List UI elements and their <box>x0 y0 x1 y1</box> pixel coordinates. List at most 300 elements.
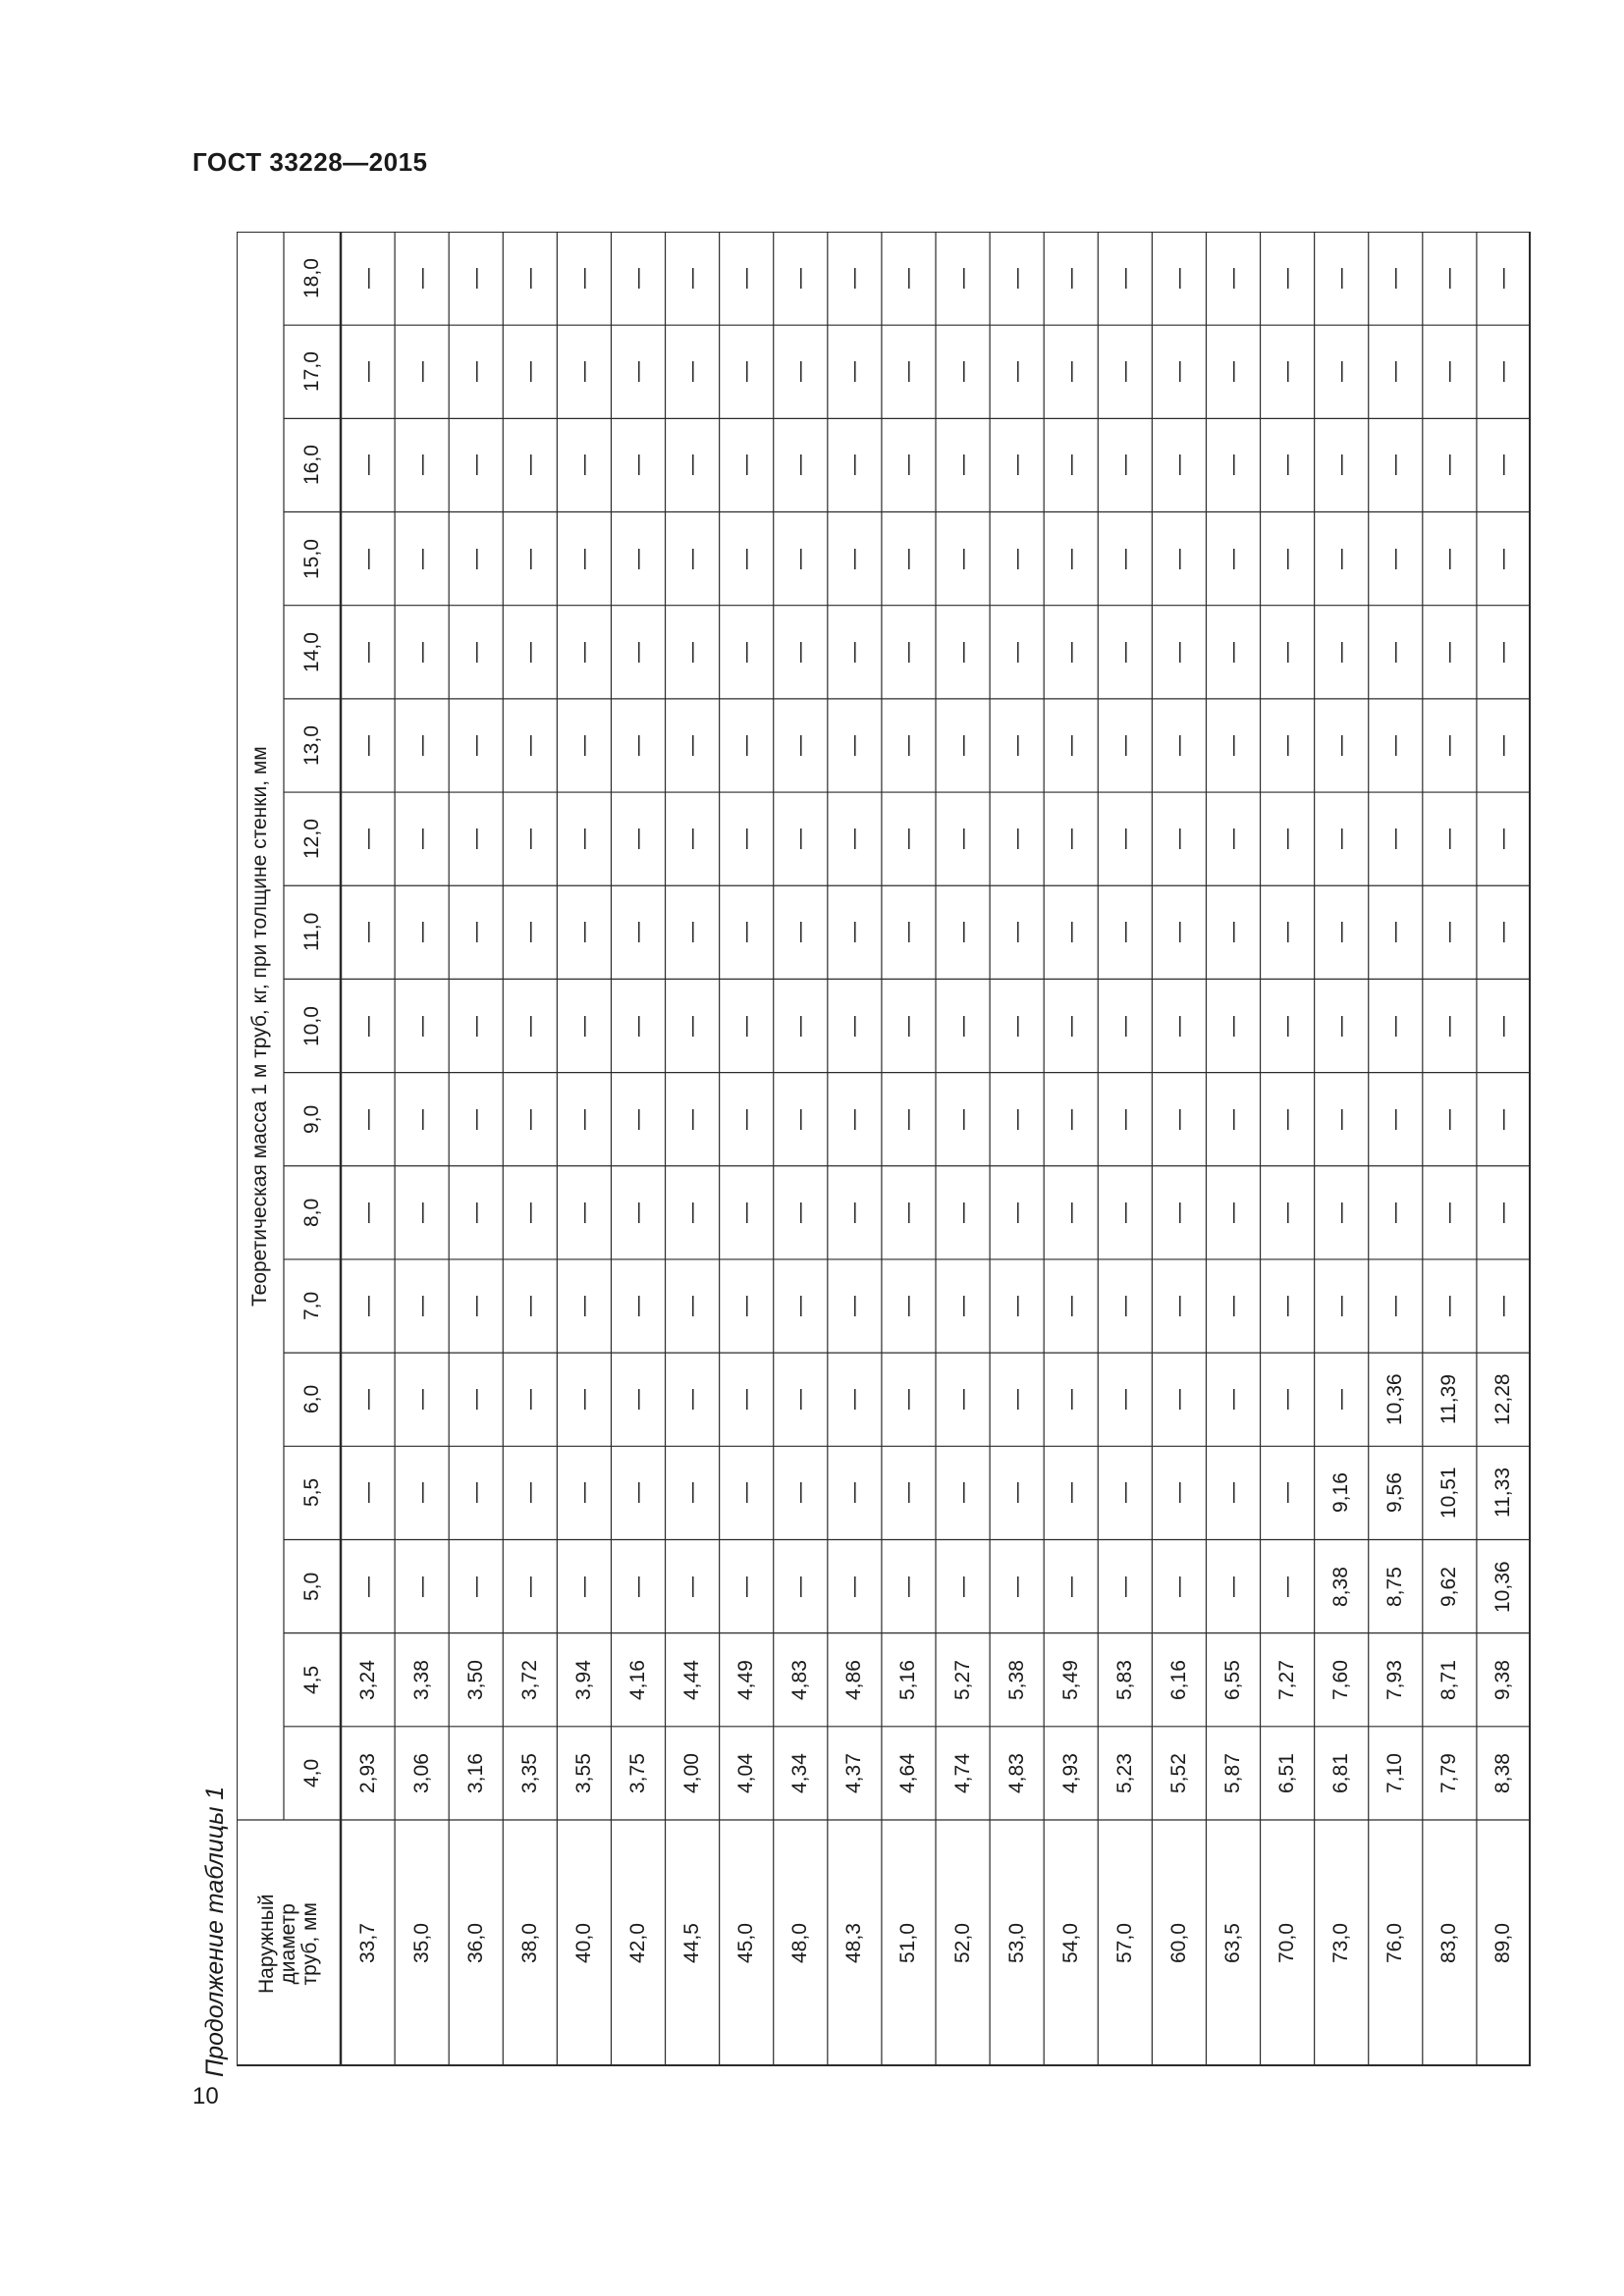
mass-cell: — <box>1383 922 1407 943</box>
mass-cell: — <box>626 1296 649 1317</box>
mass-cell: — <box>1004 922 1028 943</box>
mass-cell: — <box>896 1575 920 1597</box>
mass-cell: — <box>1112 361 1136 383</box>
mass-cell: 9,16 <box>1329 1472 1353 1514</box>
mass-cell: — <box>788 1015 812 1037</box>
diameter-cell: 89,0 <box>1491 1923 1515 1963</box>
mass-cell: — <box>571 268 595 290</box>
mass-cell: — <box>1004 361 1028 383</box>
mass-cell: — <box>734 1201 758 1223</box>
mass-cell: — <box>1437 1296 1461 1317</box>
mass-cell: 5,87 <box>1221 1753 1244 1793</box>
mass-cell: — <box>1166 1108 1190 1130</box>
mass-cell: — <box>1058 548 1082 569</box>
diameter-cell: 44,5 <box>680 1923 704 1963</box>
mass-cell: — <box>896 361 920 383</box>
mass-cell: — <box>571 1108 595 1130</box>
mass-cell: — <box>950 268 974 290</box>
mass-cell: — <box>950 1296 974 1317</box>
mass-cell: 3,16 <box>463 1753 487 1793</box>
mass-cell: — <box>788 548 812 569</box>
mass-cell: — <box>1437 641 1461 663</box>
mass-cell: — <box>626 1015 649 1037</box>
mass-cell: — <box>1275 734 1299 756</box>
mass-cell: — <box>626 268 649 290</box>
mass-cell: — <box>842 1482 866 1504</box>
mass-cell: — <box>463 922 487 943</box>
mass-cell: — <box>463 454 487 476</box>
mass-cell: 5,52 <box>1166 1753 1190 1793</box>
mass-cell: — <box>734 828 758 850</box>
diameter-cell: 83,0 <box>1437 1923 1461 1963</box>
mass-cell: 7,27 <box>1275 1659 1299 1700</box>
diameter-cell: 76,0 <box>1383 1923 1407 1963</box>
mass-cell: — <box>355 641 379 663</box>
mass-cell: — <box>1275 454 1299 476</box>
thickness-header-cell: 5,5 <box>300 1478 323 1508</box>
mass-cell: — <box>950 548 974 569</box>
mass-cell: — <box>1166 922 1190 943</box>
mass-cell: — <box>571 1201 595 1223</box>
mass-cell: — <box>896 828 920 850</box>
mass-cell: 3,75 <box>626 1753 649 1793</box>
mass-cell: — <box>1221 1389 1244 1411</box>
mass-cell: — <box>842 1015 866 1037</box>
thickness-header-cell: 5,0 <box>300 1572 323 1601</box>
mass-cell: — <box>788 1201 812 1223</box>
mass-cell: — <box>734 734 758 756</box>
diameter-cell: 57,0 <box>1112 1923 1136 1963</box>
diameter-cell: 33,7 <box>355 1923 379 1963</box>
mass-cell: — <box>734 641 758 663</box>
mass-cell: — <box>1058 268 1082 290</box>
diameter-cell: 48,3 <box>842 1923 866 1963</box>
mass-cell: — <box>1166 361 1190 383</box>
mass-cell: — <box>1383 268 1407 290</box>
mass-cell: — <box>842 734 866 756</box>
mass-cell: — <box>680 1482 704 1504</box>
mass-cell: — <box>1437 922 1461 943</box>
mass-cell: — <box>1275 548 1299 569</box>
mass-cell: — <box>626 641 649 663</box>
mass-cell: 3,50 <box>463 1659 487 1700</box>
mass-cell: — <box>842 268 866 290</box>
mass-cell: — <box>734 1108 758 1130</box>
mass-cell: — <box>680 1575 704 1597</box>
mass-cell: 4,64 <box>896 1753 920 1793</box>
thickness-header-cell: 16,0 <box>300 445 323 486</box>
mass-cell: 11,39 <box>1437 1374 1461 1425</box>
mass-cell: — <box>355 268 379 290</box>
mass-cell: 4,93 <box>1058 1753 1082 1793</box>
mass-cell: — <box>355 1296 379 1317</box>
mass-cell: — <box>788 641 812 663</box>
mass-cell: — <box>788 1482 812 1504</box>
mass-cell: — <box>1329 548 1353 569</box>
mass-cell: — <box>1221 1296 1244 1317</box>
mass-cell: — <box>1058 828 1082 850</box>
mass-cell: — <box>1004 268 1028 290</box>
mass-cell: — <box>680 1296 704 1317</box>
mass-cell: 3,24 <box>355 1659 379 1700</box>
document-header: ГОСТ 33228—2015 <box>192 147 428 177</box>
mass-cell: — <box>1275 1482 1299 1504</box>
mass-cell: — <box>517 1015 541 1037</box>
diameter-cell: 70,0 <box>1275 1923 1299 1963</box>
mass-cell: 9,56 <box>1383 1472 1407 1514</box>
mass-cell: — <box>1221 1108 1244 1130</box>
mass-cell: — <box>626 548 649 569</box>
mass-cell: — <box>1112 548 1136 569</box>
mass-cell: — <box>355 454 379 476</box>
mass-cell: — <box>1166 268 1190 290</box>
mass-cell: — <box>1221 641 1244 663</box>
diameter-cell: 54,0 <box>1058 1923 1082 1963</box>
mass-cell: — <box>680 922 704 943</box>
mass-cell: — <box>571 1015 595 1037</box>
mass-cell: 8,71 <box>1437 1659 1461 1700</box>
diameter-cell: 42,0 <box>626 1923 649 1963</box>
mass-cell: — <box>950 361 974 383</box>
mass-cell: — <box>355 361 379 383</box>
mass-cell: 5,83 <box>1112 1659 1136 1700</box>
thickness-header-cell: 4,5 <box>300 1665 323 1694</box>
mass-cell: — <box>1058 454 1082 476</box>
mass-cell: — <box>1004 1201 1028 1223</box>
mass-cell: — <box>626 1482 649 1504</box>
thickness-header-cell: 11,0 <box>300 912 323 952</box>
mass-cell: — <box>1329 1108 1353 1130</box>
mass-cell: — <box>1221 1482 1244 1504</box>
mass-cell: — <box>680 1015 704 1037</box>
mass-cell: 3,06 <box>409 1753 433 1793</box>
mass-cell: — <box>1275 1296 1299 1317</box>
mass-cell: — <box>626 922 649 943</box>
mass-cell: — <box>680 641 704 663</box>
mass-cell: — <box>626 1201 649 1223</box>
mass-cell: — <box>517 1389 541 1411</box>
mass-cell: — <box>1383 1201 1407 1223</box>
mass-cell: — <box>626 1108 649 1130</box>
mass-cell: — <box>1491 454 1515 476</box>
mass-cell: — <box>409 922 433 943</box>
mass-cell: — <box>680 734 704 756</box>
mass-cell: — <box>1221 1201 1244 1223</box>
mass-cell: — <box>788 734 812 756</box>
diameter-cell: 73,0 <box>1329 1923 1353 1963</box>
mass-cell: — <box>355 1015 379 1037</box>
mass-cell: — <box>680 828 704 850</box>
mass-cell: — <box>1112 1575 1136 1597</box>
mass-cell: — <box>517 1201 541 1223</box>
mass-cell: — <box>626 361 649 383</box>
mass-cell: 4,37 <box>842 1753 866 1793</box>
mass-cell: — <box>463 828 487 850</box>
mass-cell: — <box>842 454 866 476</box>
mass-cell: — <box>409 1108 433 1130</box>
mass-cell: — <box>734 268 758 290</box>
mass-cell: — <box>463 1575 487 1597</box>
mass-cell: — <box>463 1015 487 1037</box>
mass-cell: — <box>1437 454 1461 476</box>
mass-cell: — <box>788 1296 812 1317</box>
mass-cell: — <box>842 1108 866 1130</box>
mass-cell: — <box>788 268 812 290</box>
mass-cell: — <box>1383 1015 1407 1037</box>
mass-cell: — <box>1275 361 1299 383</box>
mass-cell: — <box>1329 361 1353 383</box>
mass-cell: — <box>788 1108 812 1130</box>
mass-cell: — <box>571 1575 595 1597</box>
mass-cell: — <box>1329 1389 1353 1411</box>
mass-cell: — <box>896 1296 920 1317</box>
thickness-header-cell: 8,0 <box>300 1198 323 1227</box>
mass-cell: — <box>1383 1296 1407 1317</box>
mass-cell: 2,93 <box>355 1753 379 1793</box>
thickness-header-cell: 10,0 <box>300 1005 323 1046</box>
mass-cell: — <box>1329 1015 1353 1037</box>
mass-cell: — <box>1491 1108 1515 1130</box>
mass-cell: — <box>842 922 866 943</box>
mass-cell: — <box>1166 454 1190 476</box>
mass-cell: — <box>1275 641 1299 663</box>
mass-cell: 8,38 <box>1491 1753 1515 1793</box>
mass-cell: — <box>571 548 595 569</box>
mass-cell: — <box>1221 548 1244 569</box>
mass-cell: — <box>463 268 487 290</box>
diameter-cell: 45,0 <box>734 1923 758 1963</box>
mass-cell: — <box>355 828 379 850</box>
mass-cell: 8,75 <box>1383 1566 1407 1607</box>
mass-cell: — <box>1491 1201 1515 1223</box>
mass-cell: — <box>788 922 812 943</box>
mass-cell: 4,74 <box>950 1753 974 1793</box>
mass-cell: — <box>1329 1201 1353 1223</box>
mass-cell: — <box>950 1108 974 1130</box>
mass-cell: 4,04 <box>734 1753 758 1793</box>
mass-cell: — <box>1112 922 1136 943</box>
mass-cell: — <box>1437 1201 1461 1223</box>
diameter-cell: 36,0 <box>463 1923 487 1963</box>
mass-cell: — <box>409 828 433 850</box>
mass-cell: — <box>1004 1015 1028 1037</box>
data-table <box>237 232 1531 2066</box>
mass-cell: — <box>1058 1015 1082 1037</box>
mass-cell: — <box>1221 1015 1244 1037</box>
mass-cell: — <box>409 734 433 756</box>
mass-cell: — <box>409 1201 433 1223</box>
mass-cell: — <box>517 454 541 476</box>
mass-cell: — <box>1275 1389 1299 1411</box>
mass-cell: — <box>571 641 595 663</box>
mass-cell: 10,51 <box>1437 1467 1461 1520</box>
mass-cell: — <box>950 1575 974 1597</box>
mass-cell: 3,94 <box>571 1659 595 1700</box>
mass-cell: — <box>1112 1482 1136 1504</box>
mass-cell: — <box>896 922 920 943</box>
mass-cell: — <box>409 548 433 569</box>
mass-cell: — <box>571 454 595 476</box>
mass-cell: — <box>1058 922 1082 943</box>
mass-cell: — <box>1112 268 1136 290</box>
mass-cell: — <box>1437 268 1461 290</box>
mass-cell: — <box>1112 828 1136 850</box>
mass-cell: — <box>842 641 866 663</box>
mass-cell: — <box>1166 734 1190 756</box>
mass-cell: — <box>463 734 487 756</box>
mass-cell: 7,79 <box>1437 1753 1461 1793</box>
mass-cell: — <box>1058 734 1082 756</box>
mass-cell: — <box>1221 454 1244 476</box>
mass-cell: — <box>1112 641 1136 663</box>
mass-cell: — <box>463 1482 487 1504</box>
mass-cell: — <box>355 1575 379 1597</box>
mass-cell: — <box>896 548 920 569</box>
mass-cell: — <box>1166 641 1190 663</box>
mass-cell: — <box>1221 268 1244 290</box>
mass-cell: — <box>1437 1108 1461 1130</box>
mass-cell: — <box>1166 828 1190 850</box>
mass-cell: — <box>1275 922 1299 943</box>
mass-cell: — <box>842 1296 866 1317</box>
mass-cell: — <box>626 454 649 476</box>
mass-cell: — <box>517 268 541 290</box>
mass-cell: — <box>1491 1015 1515 1037</box>
mass-cell: — <box>1437 734 1461 756</box>
mass-cell: — <box>1058 1296 1082 1317</box>
mass-cell: — <box>1221 361 1244 383</box>
mass-cell: — <box>734 1015 758 1037</box>
mass-cell: 5,49 <box>1058 1659 1082 1700</box>
mass-cell: — <box>680 1108 704 1130</box>
mass-cell: — <box>409 641 433 663</box>
mass-cell: — <box>517 922 541 943</box>
mass-cell: 10,36 <box>1383 1373 1407 1426</box>
mass-cell: — <box>463 1296 487 1317</box>
mass-cell: — <box>896 641 920 663</box>
mass-cell: 3,72 <box>517 1659 541 1700</box>
diameter-cell: 60,0 <box>1166 1923 1190 1963</box>
mass-cell: 6,81 <box>1329 1753 1353 1793</box>
mass-cell: — <box>1329 1296 1353 1317</box>
mass-cell: 4,00 <box>680 1753 704 1793</box>
mass-cell: — <box>1004 454 1028 476</box>
mass-cell: — <box>1221 734 1244 756</box>
mass-cell: — <box>1058 1482 1082 1504</box>
mass-cell: — <box>680 361 704 383</box>
mass-cell: — <box>1112 1201 1136 1223</box>
mass-cell: — <box>1437 548 1461 569</box>
diameter-cell: 51,0 <box>896 1923 920 1963</box>
mass-cell: — <box>680 1389 704 1411</box>
mass-cell: — <box>1437 828 1461 850</box>
diameter-cell: 38,0 <box>517 1923 541 1963</box>
mass-cell: 9,62 <box>1437 1566 1461 1607</box>
mass-cell: — <box>1383 828 1407 850</box>
diameter-cell: 52,0 <box>950 1923 974 1963</box>
mass-cell: — <box>950 454 974 476</box>
mass-cell: — <box>734 548 758 569</box>
mass-cell: — <box>409 1575 433 1597</box>
mass-cell: — <box>1058 361 1082 383</box>
mass-cell: — <box>950 641 974 663</box>
mass-cell: — <box>734 1296 758 1317</box>
mass-cell: — <box>626 1389 649 1411</box>
mass-cell: — <box>1383 1108 1407 1130</box>
mass-cell: — <box>950 734 974 756</box>
mass-cell: 5,38 <box>1004 1659 1028 1700</box>
mass-cell: — <box>1004 1482 1028 1504</box>
mass-cell: — <box>1112 454 1136 476</box>
mass-cell: — <box>409 1482 433 1504</box>
mass-cell: — <box>734 1482 758 1504</box>
mass-cell: — <box>355 922 379 943</box>
diameter-cell: 63,5 <box>1221 1923 1244 1963</box>
mass-cell: — <box>1491 641 1515 663</box>
mass-cell: — <box>463 548 487 569</box>
mass-cell: — <box>1491 828 1515 850</box>
mass-cell: — <box>680 1201 704 1223</box>
mass-cell: 3,55 <box>571 1753 595 1793</box>
mass-cell: — <box>1329 454 1353 476</box>
mass-cell: — <box>1329 268 1353 290</box>
mass-cell: — <box>1058 1201 1082 1223</box>
mass-cell: — <box>842 361 866 383</box>
mass-cell: — <box>1058 1575 1082 1597</box>
mass-cell: — <box>842 1201 866 1223</box>
mass-cell: — <box>517 1108 541 1130</box>
thickness-header-cell: 18,0 <box>300 258 323 299</box>
thickness-header-cell: 7,0 <box>300 1291 323 1321</box>
mass-cell: — <box>950 1015 974 1037</box>
mass-cell: — <box>950 828 974 850</box>
mass-cell: — <box>409 268 433 290</box>
thickness-header-cell: 12,0 <box>300 819 323 860</box>
mass-cell: — <box>1112 734 1136 756</box>
mass-cell: — <box>1491 268 1515 290</box>
mass-cell: — <box>950 1201 974 1223</box>
mass-cell: — <box>950 1482 974 1504</box>
mass-cell: — <box>1166 1015 1190 1037</box>
mass-cell: — <box>409 454 433 476</box>
mass-cell: — <box>409 1296 433 1317</box>
mass-cell: 4,16 <box>626 1659 649 1700</box>
mass-cell: — <box>463 1389 487 1411</box>
mass-cell: — <box>1221 1575 1244 1597</box>
mass-cell: — <box>571 1296 595 1317</box>
mass-cell: — <box>1221 828 1244 850</box>
thickness-header-cell: 4,0 <box>300 1758 323 1788</box>
mass-cell: — <box>1166 1482 1190 1504</box>
mass-cell: — <box>950 1389 974 1411</box>
mass-cell: — <box>1383 361 1407 383</box>
mass-cell: — <box>1383 548 1407 569</box>
mass-cell: — <box>1329 734 1353 756</box>
thickness-header-cell: 13,0 <box>300 725 323 766</box>
mass-cell: — <box>1491 1296 1515 1317</box>
mass-cell: 9,38 <box>1491 1659 1515 1700</box>
mass-cell: — <box>1275 1201 1299 1223</box>
mass-cell: — <box>1166 1575 1190 1597</box>
mass-cell: — <box>355 1201 379 1223</box>
mass-cell: — <box>788 828 812 850</box>
mass-cell: — <box>1491 361 1515 383</box>
mass-cell: — <box>896 1389 920 1411</box>
mass-cell: — <box>1004 548 1028 569</box>
mass-cell: — <box>1112 1108 1136 1130</box>
mass-cell: — <box>1329 922 1353 943</box>
mass-cell: 6,55 <box>1221 1659 1244 1700</box>
